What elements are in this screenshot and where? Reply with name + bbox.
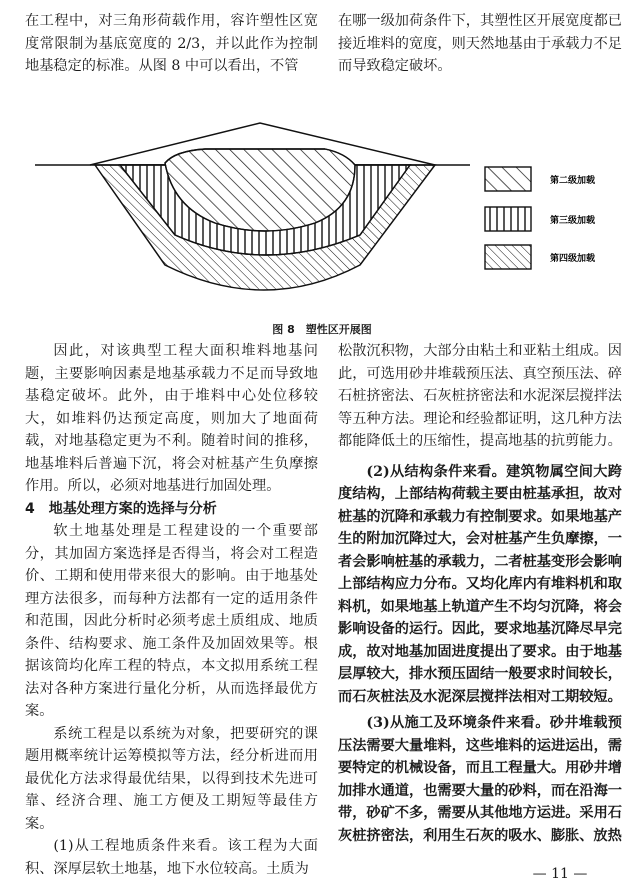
figure-legend xyxy=(485,167,596,269)
left-paragraph-4: (1)从工程地质条件来看。该工程为大面积、深厚层软土地基，地下水位较高。土质为 xyxy=(25,838,318,877)
top-right-column xyxy=(338,10,622,78)
top-left-column xyxy=(25,10,318,78)
left-paragraph-2: 软土地基处理是工程建设的一个重要部分，其加固方案选择是否得当，将会对工程造价、工期和使用带来很大的影响。由于地基处理方法很多，而每种方法都有一定的适用条件和范围，因此分析时必须考虑土质组成、地质条件、结构要求、施工条件及加固效果等。根据该筒均化库工程的特点，本文拟用系统工程法对各种方案进行量化分析，从而选择最优方案。 xyxy=(25,523,318,719)
right-paragraph-1: 松散沉积物，大部分由粘土和亚粘土组成。因此，可选用砂井堆载预压法、真空预压法、碎石桩挤密法、石灰桩挤密法和水泥深层搅拌法等五种方法。理论和经验都证明，这几种方法都能降低土的压缩性，提高地基的抗剪能力。 xyxy=(338,343,622,449)
legend-swatch-stage2 xyxy=(485,167,531,191)
legend-label-stage2: 第二级加载 xyxy=(550,176,596,186)
figure-caption: 图 8 塑性区开展图 xyxy=(272,323,372,336)
page-number: — 11 — xyxy=(532,866,588,882)
left-paragraph-3: 系统工程是以系统为对象，把要研究的课题用概率统计运筹模拟等方法，经分析进而用最优化方法求得最优结果，以得到技术先进可靠、经济合理、施工方便及工期短等最佳方案。 xyxy=(25,725,318,832)
right-paragraph-2: (2)从结构条件来看。建筑物属空间大跨度结构，上部结构荷载主要由桩基承担，故对桩基的沉降和承载力有控制要求。如果地基产生的附加沉降过大，会对桩基产生负摩擦，一者会影响桩基的承载力，二者桩基变形会影响上部结构应力分布。又均化库内有堆料机和取料机，如果地基上轨道产生不均匀沉降，将会影响设备的运行。因此，要求地基沉降尽早完成，故对地基加固进度提出了要求。由于地基层厚较大，排水预压固结一般要求时间较长，而石灰桩法及水泥深层搅拌法相对工期较短。 xyxy=(338,463,622,705)
legend-swatch-stage4 xyxy=(485,245,531,269)
left-column xyxy=(25,340,318,880)
top-left-paragraph: 在工程中，对三角形荷载作用，容许塑性区宽度常限制为基底宽度的 2/3，并以此作为控制地基稳定的标准。从图 8 中可以看出，不管 xyxy=(25,13,318,74)
right-paragraph-3: (3)从施工及环境条件来看。砂井堆载预压法需要大量堆料，这些堆料的运进运出，需要特定的机械设备，而且工程量大。用砂井增加排水通道，也需要大量的砂料，而在沿海一带，砂矿不多，需要从其他地方运进。采用石灰桩挤密法，利用生石灰的吸水、膨胀、放热 xyxy=(338,715,622,844)
legend-label-stage4: 第四级加载 xyxy=(550,254,596,264)
right-column xyxy=(338,340,622,847)
left-paragraph-1: 因此，对该典型工程大面积堆料地基问题，主要影响因素是地基承载力不足而导致地基稳定破坏。此外，由于堆料中心处位移较大，如堆料仍达预定高度，则加大了地面荷载，对地基稳定更为不利。随着时间的推移，地基堆料后普遍下沉，将会对桩基产生负摩擦作用。所以，必须对地基进行加固处理。 xyxy=(25,343,318,494)
top-right-paragraph: 在哪一级加荷条件下，其塑性区开展宽度都已接近堆料的宽度，则天然地基由于承载力不足而导致稳定破坏。 xyxy=(338,13,622,74)
legend-label-stage3: 第三级加载 xyxy=(550,216,596,226)
section-heading: 4 地基处理方案的选择与分析 xyxy=(25,500,217,517)
plastic-zone-diagram xyxy=(25,115,625,315)
legend-swatch-stage3 xyxy=(485,207,531,231)
plastic-zone-figure xyxy=(25,115,625,315)
